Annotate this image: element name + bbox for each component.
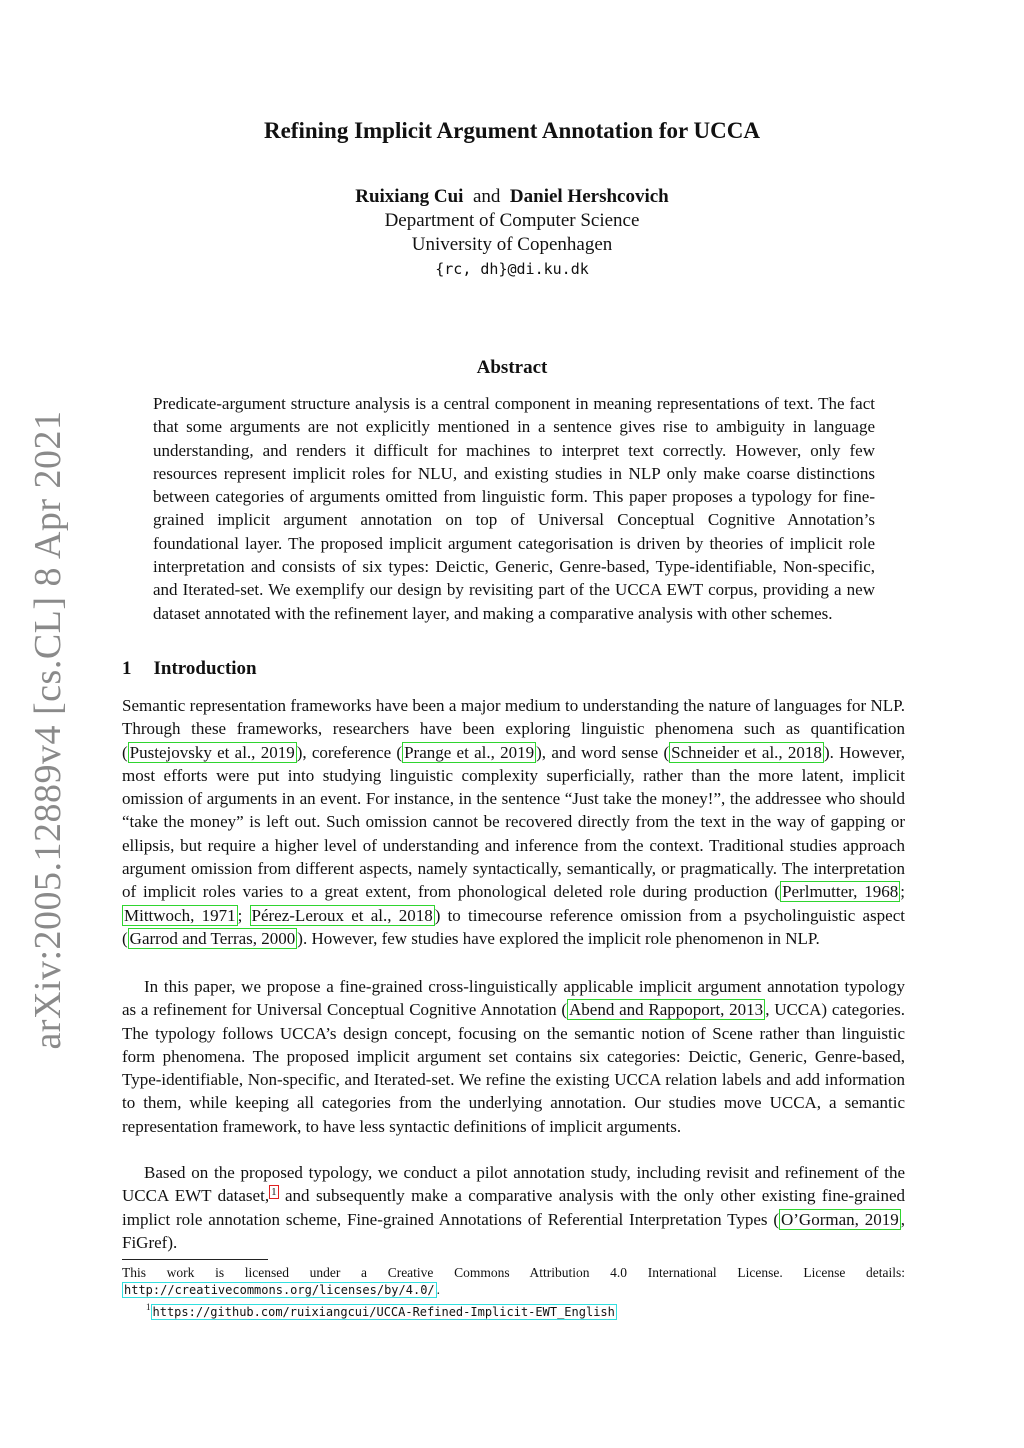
author-university: University of Copenhagen xyxy=(411,234,613,255)
repo-url-link[interactable]: https://github.com/ruixiangcui/UCCA-Refined-Implicit-EWT_English xyxy=(152,1304,615,1319)
text-run: ), coreference ( xyxy=(296,742,403,762)
footnote-mark: 1 xyxy=(146,1302,151,1312)
citation-link[interactable]: Prange et al., 2019 xyxy=(404,742,535,762)
section-title: Introduction xyxy=(153,658,257,679)
text-run: ) to timecourse reference omission from a psycholinguistic aspect ( xyxy=(122,905,905,948)
text-run: . xyxy=(436,1282,441,1297)
footnote-1 xyxy=(146,1299,929,1321)
license-url-link[interactable]: http://creativecommons.org/licenses/by/4.0/ xyxy=(124,1283,435,1297)
text-run: In this paper, we propose a fine-grained cross-linguistically applicable implicit argument annotation typology as a refinement for Universal Conceptual Cognitive Annotation ( xyxy=(122,977,905,1020)
citation-link[interactable]: Pustejovsky et al., 2019 xyxy=(129,742,295,762)
text-run: ). However, few studies have explored the implicit role phenomenon in NLP. xyxy=(297,928,820,948)
citation-link[interactable]: Schneider et al., 2018 xyxy=(671,742,822,762)
abstract-heading: Abstract xyxy=(476,357,548,378)
footnote-ref-link[interactable]: 1 xyxy=(271,1185,277,1198)
footnote-rule xyxy=(122,1259,268,1260)
section-heading-introduction xyxy=(122,658,257,680)
paper-title: Refining Implicit Argument Annotation for UCCA xyxy=(263,118,760,143)
citation-link[interactable]: O’Gorman, 2019 xyxy=(780,1209,899,1229)
citation-link[interactable]: Mittwoch, 1971 xyxy=(124,905,236,925)
license-text: This work is licensed under a Creative Commons Attribution 4.0 International License. License details: xyxy=(122,1265,905,1280)
author-1: Ruixiang Cui xyxy=(355,186,464,207)
text-run: ; xyxy=(237,905,250,925)
text-run: and subsequently make a comparative analysis with the only other existing fine-grained implict role annotation scheme, Fine-grained Annotations of Referential Interpretation Types ( xyxy=(122,1186,906,1229)
license-footnote xyxy=(122,1264,905,1299)
text-run: Based on the proposed typology, we conduct a pilot annotation study, including revisit and refinement of the UCCA EWT dataset, xyxy=(122,1163,905,1206)
intro-paragraph-1 xyxy=(122,694,905,950)
text-run: , FiGref). xyxy=(122,1209,905,1252)
arxiv-sidebar-id: arXiv:2005.12889v4 [cs.CL] 8 Apr 2021 xyxy=(27,410,69,1050)
citation-link[interactable]: Garrod and Terras, 2000 xyxy=(129,928,296,948)
text-run: ). However, most efforts were put into studying linguistic complexity superficially, rather than the more latent, implicit omission of arguments in an event. For instance, in the sentence “Just take the money!”, the addressee who should “take the money” is left out. Such omission cannot be recovered directly from the text in the way of gapping or ellipsis, but require a higher level of understanding and inference from the context. Traditional studies approach argument omission from different aspects, namely syntactically, semantically, or pragmatically. The interpretation of implicit roles varies to a great extent, from phonological deleted role during production ( xyxy=(122,742,905,902)
author-email[interactable]: {rc, dh}@di.ku.dk xyxy=(435,260,589,278)
citation-link[interactable]: Abend and Rappoport, 2013 xyxy=(569,1000,764,1020)
intro-paragraph-3 xyxy=(122,1161,905,1254)
text-run: ), and word sense ( xyxy=(536,742,670,762)
abstract-text: Predicate-argument structure analysis is a central component in meaning representations of text. The fact that some arguments are not explicitly mentioned in a sentence gives rise to ambiguity in language understanding, and renders it difficult for machines to interpret text correctly. However, only few resources represent implicit roles for NLU, and existing studies in NLP only make coarse distinctions between categories of arguments omitted from linguistic form. This paper proposes a typology for fine-grained implicit argument annotation on top of Universal Conceptual Cognitive Annotation’s foundational layer. The proposed implicit argument categorisation is driven by theories of implicit role interpretation and consists of six types: Deictic, Generic, Genre-based, Type-identifiable, Non-specific, and Iterated-set. We exemplify our design by revisiting part of the UCCA EWT corpus, providing a new dataset annotated with the refinement layer, and making a comparative analysis with other schemes. xyxy=(153,394,875,623)
text-run: , UCCA) categories. The typology follows UCCA’s design concept, focusing on the semantic notion of Scene rather than linguistic form phenomena. The proposed implicit argument set contains six categories: Deictic, Generic, Genre-based, Type-identifiable, Non-specific, and Iterated-set. We refine the existing UCCA relation labels and add information to them, while keeping all categories from the underlying annotation. Our studies move UCCA, a semantic representation framework, to have less syntactic definitions of implicit arguments. xyxy=(122,1000,906,1136)
section-number: 1 xyxy=(122,658,132,679)
intro-paragraph-2 xyxy=(122,975,905,1138)
author-conjunction: and xyxy=(472,186,501,207)
author-names xyxy=(0,185,1024,209)
author-block xyxy=(0,185,1024,281)
text-run: ; xyxy=(900,882,905,902)
citation-link[interactable]: Perlmutter, 1968 xyxy=(782,882,899,902)
text-run: Semantic representation frameworks have been a major medium to understanding the nature of languages for NLP. Through these frameworks, researchers have been exploring linguistic phenomena such as quantification ( xyxy=(122,696,905,762)
author-department: Department of Computer Science xyxy=(384,210,640,231)
author-2: Daniel Hershcovich xyxy=(509,186,669,207)
citation-link[interactable]: Pérez-Leroux et al., 2018 xyxy=(251,905,433,925)
